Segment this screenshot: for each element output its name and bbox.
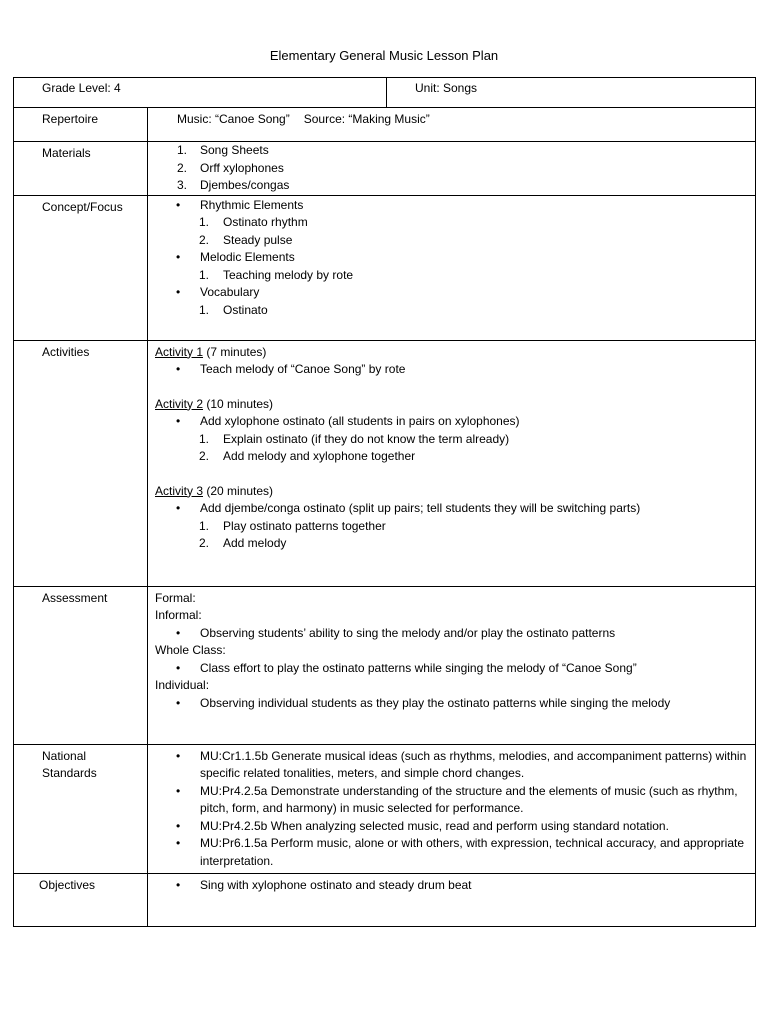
list-item: • Add djembe/conga ostinato (split up pairs; tell students they will be switching parts) 1. Play ostinato patterns together 2. Add melody [155, 500, 755, 553]
activity-3-heading: Activity 3 (20 minutes) [155, 483, 274, 498]
list-item: • MU:Cr1.1.5b Generate musical ideas (such as rhythms, melodies, and accompaniment patterns) within specific related tonalities, meters, and simple chord changes. [155, 748, 747, 783]
materials-content-cell [148, 142, 756, 196]
list-item: 3. Djembes/congas [177, 178, 290, 192]
list-item: • Vocabulary 1. Ostinato [155, 284, 755, 319]
list-item: 1. Play ostinato patterns together [199, 518, 386, 533]
concept-label: Concept/Focus [42, 199, 123, 214]
repertoire-source: Source: “Making Music” [303, 112, 430, 126]
header-row [14, 78, 756, 108]
activity-1-heading: Activity 1 (7 minutes) [155, 344, 267, 359]
list-item: 2. Steady pulse [199, 232, 293, 247]
grade-level: Grade Level: 4 [42, 81, 121, 95]
assessment-label-cell [14, 586, 148, 744]
unit: Unit: Songs [415, 81, 478, 95]
objectives-content-cell [148, 873, 756, 926]
list-item: 1. Ostinato [199, 302, 268, 317]
page-title: Elementary General Music Lesson Plan [269, 48, 499, 63]
objectives-label: Objectives [39, 877, 96, 892]
assessment-content-cell [148, 586, 756, 744]
assessment-label: Assessment [42, 590, 108, 605]
concept-content-cell [148, 195, 756, 340]
list-item: • Observing students’ ability to sing the melody and/or play the ostinato patterns [155, 625, 755, 643]
materials-label-cell [14, 142, 148, 196]
repertoire-label-cell [14, 108, 148, 142]
grade-level-cell [14, 78, 387, 108]
list-item: • Observing individual students as they play the ostinato patterns while singing the melody [155, 695, 755, 713]
assessment-formal: Formal: [155, 590, 196, 605]
list-item: 1. Teaching melody by rote [199, 267, 354, 282]
list-item: 1. Explain ostinato (if they do not know the term already) [199, 431, 510, 446]
assessment-row [14, 586, 756, 744]
list-item: 2. Orff xylophones [177, 160, 284, 175]
list-item: • Add xylophone ostinato (all students in pairs on xylophones) 1. Explain ostinato (if they do not know the term already) 2. Add melody and xylophone together [155, 413, 755, 466]
standards-row [14, 744, 756, 873]
list-item: 1. Song Sheets [177, 143, 269, 157]
list-item: 2. Add melody [199, 536, 287, 550]
materials-row [14, 142, 756, 196]
activities-content-cell [148, 340, 756, 586]
list-item: • MU:Pr6.1.5a Perform music, alone or with others, with expression, technical accuracy, and appropriate interpretation. [155, 835, 747, 870]
objectives-row [14, 873, 756, 926]
list-item: • Teach melody of “Canoe Song” by rote [155, 361, 755, 379]
materials-list [155, 142, 755, 195]
materials-label: Materials [42, 146, 91, 160]
list-item: 2. Add melody and xylophone together [199, 449, 416, 463]
activities-label: Activities [42, 344, 90, 359]
lesson-plan-table [13, 77, 756, 927]
concept-label-cell [14, 195, 148, 340]
standards-content-cell [148, 744, 756, 873]
list-item: • Rhythmic Elements 1. Ostinato rhythm 2. Steady pulse [155, 197, 755, 250]
list-item: • MU:Pr4.2.5b When analyzing selected music, read and perform using standard notation. [155, 818, 747, 836]
activity-2-heading: Activity 2 (10 minutes) [155, 396, 274, 411]
assessment-whole-class: Whole Class: [155, 643, 226, 657]
concept-list [155, 197, 755, 320]
assessment-informal: Informal: [155, 608, 202, 622]
list-item: • Sing with xylophone ostinato and steady drum beat [155, 877, 755, 895]
repertoire-content-cell [148, 108, 756, 142]
list-item: • MU:Pr4.2.5a Demonstrate understanding of the structure and the elements of music (such as rhythm, pitch, form, and harmony) in music selected for performance. [155, 783, 747, 818]
repertoire-row [14, 108, 756, 142]
activities-row [14, 340, 756, 586]
standards-list [155, 748, 747, 871]
list-item: 1. Ostinato rhythm [199, 215, 308, 229]
standards-label-cell [14, 744, 148, 873]
objectives-list [155, 877, 755, 895]
assessment-individual: Individual: [155, 678, 210, 692]
unit-cell [387, 78, 756, 108]
list-item: • Class effort to play the ostinato patterns while singing the melody of “Canoe Song” [155, 660, 755, 678]
standards-label: National Standards [42, 748, 97, 780]
repertoire-label: Repertoire [42, 112, 99, 126]
concept-row [14, 195, 756, 340]
objectives-label-cell [14, 873, 148, 926]
repertoire-music: Music: “Canoe Song” [177, 112, 290, 126]
list-item: • Melodic Elements 1. Teaching melody by rote [155, 249, 755, 284]
activities-label-cell [14, 340, 148, 586]
